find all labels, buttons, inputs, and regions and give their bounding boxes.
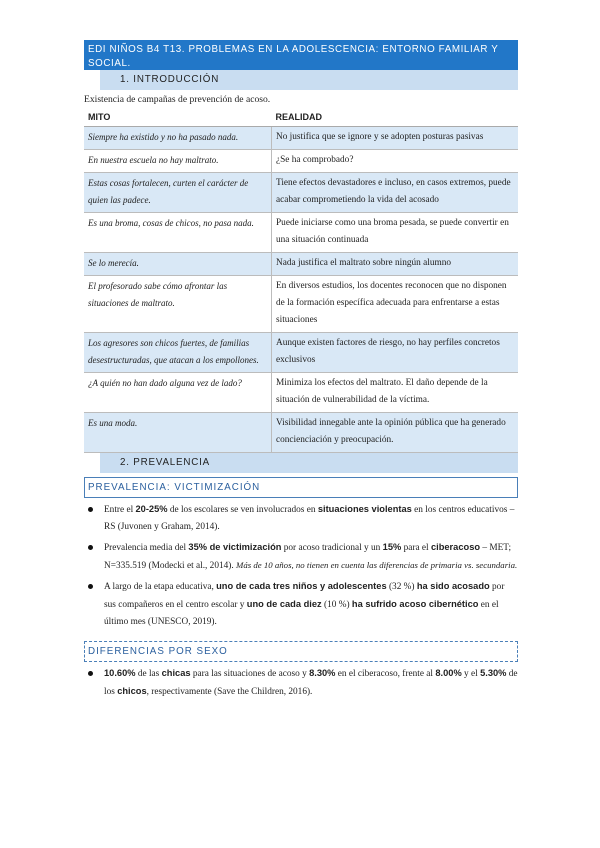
list-item	[84, 539, 518, 575]
table-row	[84, 276, 518, 333]
text-run: en el ciberacoso, frente al	[335, 669, 436, 679]
mito-cell: Se lo merecía.	[84, 253, 272, 276]
mito-realidad-table	[84, 109, 518, 453]
bold-text: ciberacoso	[430, 542, 481, 552]
text-run: Entre el	[104, 505, 136, 515]
table-row	[84, 253, 518, 276]
text-run: en el último mes (UNESCO, 2019).	[104, 600, 499, 627]
mito-cell: Es una moda.	[84, 413, 272, 453]
table-row	[84, 373, 518, 413]
text-run: de los	[104, 669, 518, 697]
subheading-victimizacion: PREVALENCIA: VICTIMIZACIÓN	[84, 477, 518, 498]
mito-cell: Siempre ha existido y no ha pasado nada.	[84, 127, 272, 150]
document-page	[84, 40, 518, 704]
text-run: y el	[461, 669, 481, 679]
text-run: de los escolares se ven involucrados en	[167, 505, 318, 515]
text-run: (32 %)	[386, 582, 417, 592]
list-item	[84, 665, 518, 701]
bold-text: uno de cada diez	[246, 599, 322, 609]
bullet-icon	[88, 545, 93, 550]
text-run: (10 %)	[321, 600, 352, 610]
bold-text: 35% de victimización	[188, 542, 282, 552]
bold-text: ha sido acosado	[416, 581, 490, 591]
mito-cell: Es una broma, cosas de chicos, no pasa nada.	[84, 213, 272, 253]
column-header-realidad: REALIDAD	[272, 109, 519, 127]
mito-cell: Estas cosas fortalecen, curten el carácter de quien las padece.	[84, 173, 272, 213]
bold-text: ha sufrido acoso cibernético	[351, 599, 479, 609]
realidad-cell: En diversos estudios, los docentes reconocen que no disponen de la formación específica adecuada para enfrentarse a estas situaciones	[272, 276, 519, 333]
section-heading-prevalencia: 2. PREVALENCIA	[100, 453, 518, 473]
bold-text: chicos	[117, 686, 147, 696]
mito-cell: Los agresores son chicos fuertes, de familias desestructuradas, que atacan a los empollones.	[84, 333, 272, 373]
realidad-cell: Minimiza los efectos del maltrato. El daño depende de la situación de vulnerabilidad de la víctima.	[272, 373, 519, 413]
bold-text: 5.30%	[480, 668, 507, 678]
text-run: A largo de la etapa educativa,	[104, 582, 217, 592]
bullet-icon	[88, 671, 93, 676]
column-header-mito: MITO	[84, 109, 272, 127]
bold-text: 20-25%	[135, 504, 168, 514]
mito-cell: ¿A quién no han dado alguna vez de lado?	[84, 373, 272, 413]
list-item	[84, 501, 518, 536]
text-run: por acoso tradicional y un	[281, 543, 383, 553]
bullet-icon	[88, 584, 93, 589]
section-heading-introduccion: 1. INTRODUCCIÓN	[100, 70, 518, 90]
mito-cell: En nuestra escuela no hay maltrato.	[84, 150, 272, 173]
bold-text: 10.60%	[104, 668, 136, 678]
bold-text: 8.30%	[309, 668, 336, 678]
table-header-row	[84, 109, 518, 127]
table-row	[84, 127, 518, 150]
realidad-cell: Visibilidad innegable ante la opinión pública que ha generado concienciación y preocupación.	[272, 413, 519, 453]
bold-text: 15%	[382, 542, 402, 552]
document-title: EDI NIÑOS B4 T13. PROBLEMAS EN LA ADOLESCENCIA: ENTORNO FAMILIAR Y SOCIAL.	[84, 40, 518, 70]
realidad-cell: ¿Se ha comprobado?	[272, 150, 519, 173]
bold-text: 8.00%	[435, 668, 462, 678]
realidad-cell: Tiene efectos devastadores e incluso, en casos extremos, puede acabar comprometiendo la vida del acosado	[272, 173, 519, 213]
italic-note: Más de 10 años, no tienen en cuenta las diferencias de primaria vs. secundaria.	[236, 560, 518, 570]
victimizacion-list	[84, 501, 518, 631]
sexo-list	[84, 665, 518, 701]
subheading-diferencias-por-sexo: DIFERENCIAS POR SEXO	[84, 641, 518, 662]
table-row	[84, 333, 518, 373]
text-run: por sus compañeros en el centro escolar y	[104, 582, 505, 610]
table-row	[84, 213, 518, 253]
mito-cell: El profesorado sabe cómo afrontar las situaciones de maltrato.	[84, 276, 272, 333]
table-row	[84, 150, 518, 173]
text-run: para las situaciones de acoso y	[190, 669, 310, 679]
realidad-cell: Aunque existen factores de riesgo, no hay perfiles concretos exclusivos	[272, 333, 519, 373]
realidad-cell: No justifica que se ignore y se adopten posturas pasivas	[272, 127, 519, 150]
text-run: de las	[135, 669, 162, 679]
realidad-cell: Puede iniciarse como una broma pesada, se puede convertir en una situación continuada	[272, 213, 519, 253]
bold-text: uno de cada tres niños y adolescentes	[216, 581, 387, 591]
realidad-cell: Nada justifica el maltrato sobre ningún alumno	[272, 253, 519, 276]
table-row	[84, 173, 518, 213]
text-run: en los centros educativos – RS (Juvonen y Graham, 2014).	[104, 505, 515, 532]
list-item	[84, 578, 518, 631]
intro-text: Existencia de campañas de prevención de acoso.	[84, 94, 271, 105]
bold-text: chicas	[161, 668, 191, 678]
text-run: – MET; N=335.519 (Modecki et al., 2014).	[104, 543, 512, 571]
text-run: Prevalencia media del	[104, 543, 189, 553]
table-row	[84, 413, 518, 453]
bullet-icon	[88, 507, 93, 512]
bold-text: situaciones violentas	[317, 504, 412, 514]
text-run: para el	[401, 543, 431, 553]
text-run: , respectivamente (Save the Children, 2016).	[146, 687, 313, 697]
